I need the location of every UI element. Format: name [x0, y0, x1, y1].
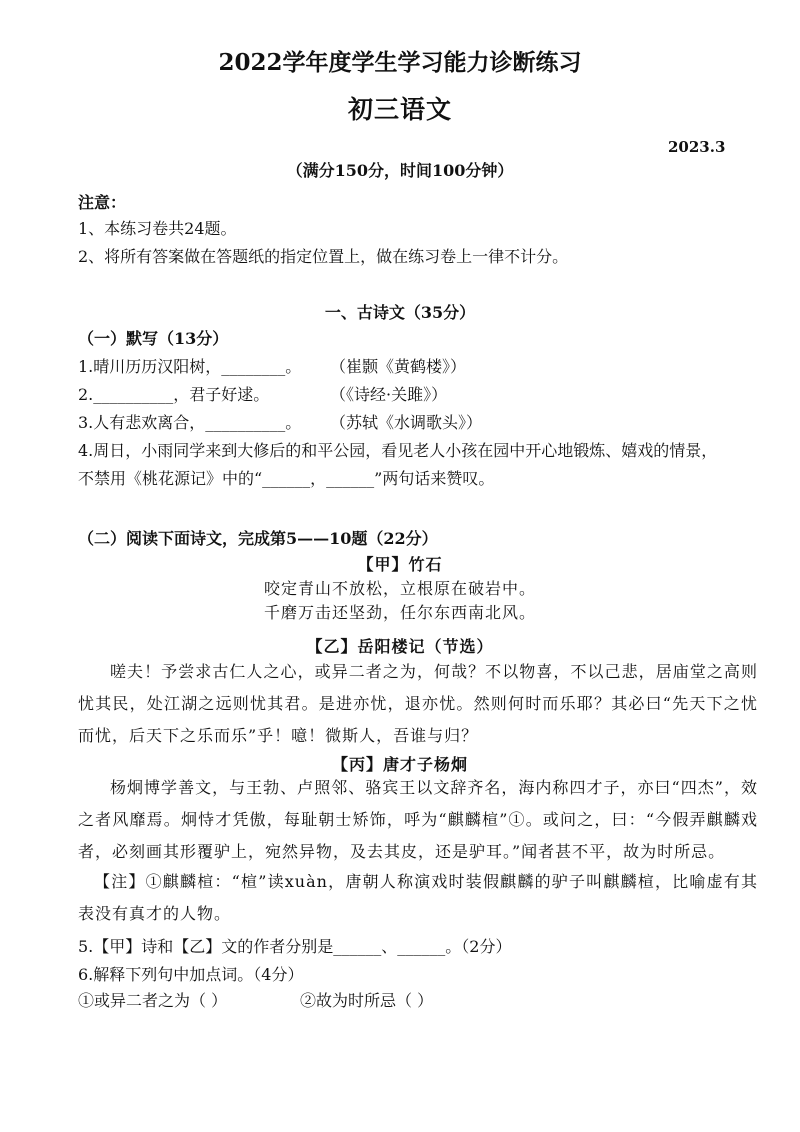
part1-heading: （一）默写（13分） — [78, 329, 229, 348]
part2-heading: （二）阅读下面诗文，完成第5——10题（22分） — [78, 529, 438, 548]
question-1: 1.晴川历历汉阳树，________。 — [78, 357, 302, 376]
exam-subtitle: 初三语文 — [347, 95, 452, 124]
question-5: 5.【甲】诗和【乙】文的作者分别是______、______。（2分） — [78, 937, 512, 956]
score-time-info: （满分150分，时间100分钟） — [286, 161, 514, 180]
jia-line-1: 咬定青山不放松，立根原在破岩中。 — [263, 579, 536, 598]
yi-text: 嗟夫！予尝求古仁人之心，或异二者之为，何哉？不以物喜，不以己悲，居庙堂之高则忧其民，处江湖之远则忧其君。是进亦忧，退亦忧。然则何时而乐耶？其必曰“先天下之忧而忧，后天下之乐而乐”乎！噫！微斯人，吾谁与归？ — [78, 662, 758, 745]
question-4-line-2: 不禁用《桃花源记》中的“______，______”两句话来赞叹。 — [78, 469, 495, 488]
question-6-item-2: ②故为时所忌（ ） — [300, 991, 434, 1010]
jia-line-2: 千磨万击还坚劲，任尔东西南北风。 — [263, 603, 536, 622]
question-2-source: （《诗经·关雎》） — [330, 385, 448, 404]
question-6-item-1: ①或异二者之为（ ） — [78, 991, 228, 1010]
yi-title: 【乙】岳阳楼记（节选） — [306, 637, 494, 656]
notice-item-1: 1、本练习卷共24题。 — [78, 219, 237, 238]
notice-heading: 注意： — [78, 193, 127, 212]
exam-date: 2023.3 — [668, 138, 726, 156]
question-1-source: （崔颢《黄鹤楼》） — [330, 357, 467, 376]
bing-title: 【丙】唐才子杨炯 — [331, 755, 468, 774]
exam-title: 2022学年度学生学习能力诊断练习 — [218, 49, 582, 76]
question-6: 6.解释下列句中加点词。（4分） — [78, 965, 304, 984]
question-4-line-1: 4.周日，小雨同学来到大修后的和平公园，看见老人小孩在园中开心地锻炼、嬉戏的情景， — [78, 441, 718, 460]
notice-item-2: 2、将所有答案做在答题纸的指定位置上，做在练习卷上一律不计分。 — [78, 247, 569, 266]
jia-title: 【甲】竹石 — [357, 555, 443, 574]
question-3-source: （苏轼《水调歌头》） — [330, 413, 483, 432]
bing-text: 杨炯博学善文，与王勃、卢照邻、骆宾王以文辞齐名，海内称四才子，亦曰“四杰”，效之者风靡焉。炯恃才凭傲，每耻朝士矫饰，呼为“麒麟楦”①。或问之，曰：“今假弄麒麟戏者，必刻画其形覆驴上，宛然异物，及去其皮，还是驴耳。”闻者甚不平，故为时所忌。 — [78, 778, 758, 861]
section-heading-classical: 一、古诗文（35分） — [324, 303, 476, 322]
question-2: 2.__________，君子好逑。 — [78, 385, 270, 404]
question-3: 3.人有悲欢离合，__________。 — [78, 413, 302, 432]
annotation-note: 【注】①麒麟楦：“楦”读xuàn，唐朝人称演戏时装假麒麟的驴子叫麒麟楦，比喻虚有其表没有真才的人物。 — [78, 872, 758, 923]
